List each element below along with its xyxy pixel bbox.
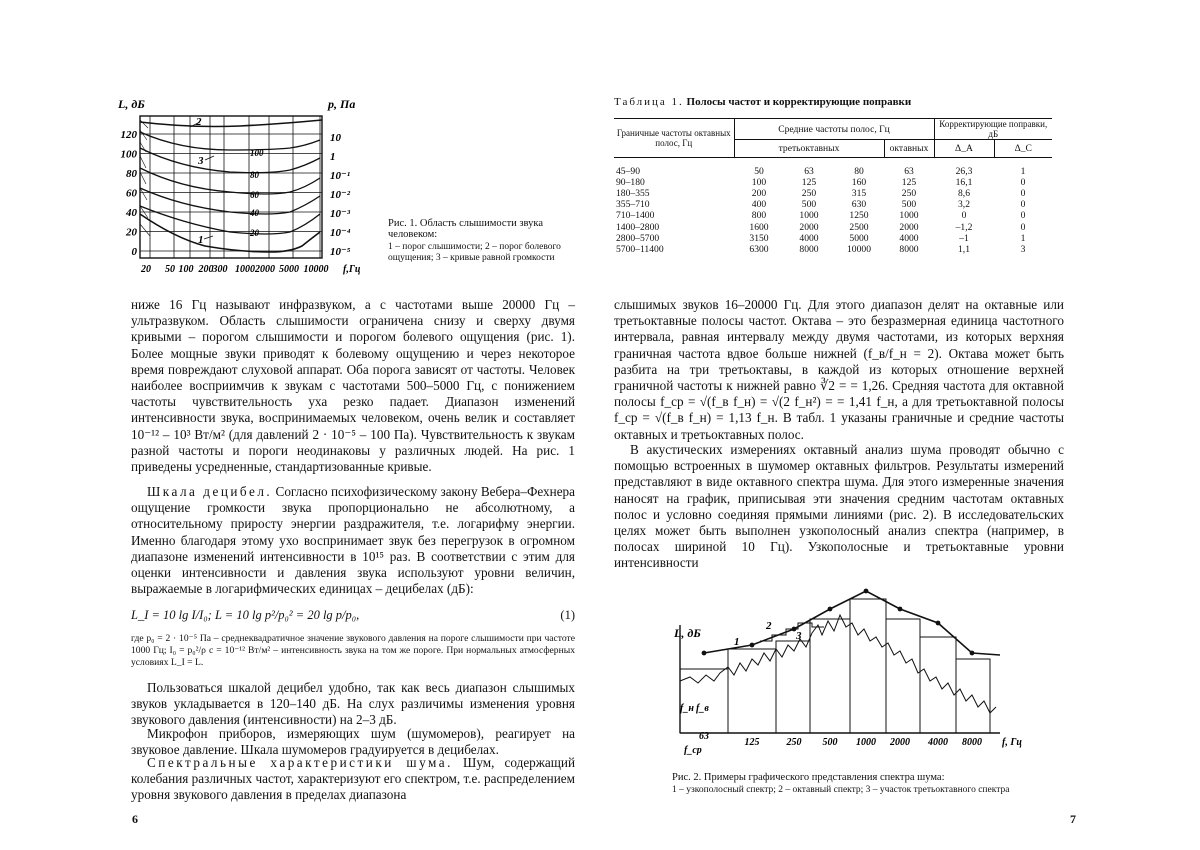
table-cell: 400 xyxy=(751,199,767,211)
fig1-caption xyxy=(388,218,568,264)
fig2-octave-band xyxy=(810,619,850,733)
table-cell: 2000 xyxy=(899,221,919,233)
fig2-octave-point xyxy=(898,607,903,612)
fig1-y-right-tick: 10⁻⁴ xyxy=(330,227,351,239)
fig2-octave-point xyxy=(936,621,941,626)
table-cell: 1,1 xyxy=(958,243,970,255)
table-cell: 355–710 xyxy=(616,199,650,211)
fig1-curve-label: 2 xyxy=(196,116,202,128)
fig1-y-left-tick: 60 xyxy=(126,187,137,200)
fig2-octave-band xyxy=(920,637,956,733)
formula-1 xyxy=(131,608,575,623)
table-1-title xyxy=(614,96,911,108)
left-paragraph-1: ниже 16 Гц называют инфразвуком, а с частотами выше 20000 Гц – ультразвуком. Область слышимости ограничена снизу и сверху двумя кривыми – порогом слышимости и порогом болевого ощущения (рис. 1). Более мощные звуки приводят к болевому ощущению и через некоторое время повреждают слуховой аппарат. Оба порога зависят от частоты. Человек наиболее восприимчив к звукам с частотами 500–5000 Гц, с понижением частоты чувствительность уха резко падает. Диапазон изменений интенсивности звука, воспринимаемых человеком, очень велик и составляет 10⁻¹² – 10³ Вт/м² (для давлений 2 · 10⁻⁵ – 100 Па). Чувствительность к звукам разной частоты и пороги неодинаковы у различных людей. На рис. 1 приведены усредненные, стандартизованные кривые. xyxy=(131,297,575,475)
fig1-caption-title: Рис. 1. Область слышимости звука человеком: xyxy=(388,218,544,240)
fig2-x-tick: 63 xyxy=(699,731,709,742)
fig1-inner-label: 40 xyxy=(250,208,259,218)
fig2-f-mid: f_ср xyxy=(684,745,702,755)
table-cell: 10000 xyxy=(847,243,871,255)
table-header-octave: октавных xyxy=(884,140,934,158)
table-cell: 63 xyxy=(904,165,914,177)
fig2-f-low: f_н xyxy=(680,703,694,714)
table-cell: 1400–2800 xyxy=(616,221,660,233)
fig1-inner-label: 20 xyxy=(250,228,259,238)
table-row xyxy=(614,199,1052,210)
table-row xyxy=(614,244,1052,255)
fig2-octave-band xyxy=(850,599,886,733)
fig1-y-left-tick: 80 xyxy=(126,168,137,180)
table-row xyxy=(614,177,1052,188)
table-1 xyxy=(614,118,1052,255)
table-cell: 0 xyxy=(1020,187,1026,199)
fig2-octave-point xyxy=(750,643,755,648)
fig1-x-tick: 10000 xyxy=(303,264,329,275)
left-paragraph-5 xyxy=(131,755,575,804)
table-header-correction: Корректирующие поправки, дБ xyxy=(934,119,1052,140)
section-heading-spectral: Спектральные характеристики шума. xyxy=(147,755,453,770)
table-cell: 630 xyxy=(851,199,867,211)
fig1-x-tick: 100 xyxy=(178,264,194,275)
table-header-mid-freq: Средние частоты полос, Гц xyxy=(734,119,934,140)
table-cell: 1000 xyxy=(899,210,919,222)
table-cell: 160 xyxy=(851,176,867,188)
fig2-octave-band xyxy=(776,641,810,733)
table-cell: 0 xyxy=(961,210,967,222)
table-cell: 3150 xyxy=(749,232,769,244)
fig2-octave-point xyxy=(828,607,833,612)
fig2-curve-label: 2 xyxy=(766,620,772,632)
fig2-x-tick: 125 xyxy=(744,737,760,748)
table-cell: 2000 xyxy=(799,221,819,233)
table-cell: 0 xyxy=(1020,176,1026,188)
table-row xyxy=(614,188,1052,199)
formula-note: где p₀ = 2 · 10⁻⁵ Па – среднеквадратичное значение звукового давления на пороге слышимости при частоте 1000 Гц; I₀ = p₀²/ρ c = 10⁻¹² Вт/м² – интенсивность звука на том же пороге. При нормальных атмосферных условиях L_I = L. xyxy=(131,633,575,668)
fig2-x-tick: 500 xyxy=(822,737,838,748)
left-paragraph-3: Пользоваться шкалой децибел удобно, так как весь диапазон слышимых звуков укладывается в 120–140 дБ. На слух различимы изменения уровня звукового давления (интенсивности) на 2–3 дБ. xyxy=(131,680,575,728)
table-header-delta-c: Δ_C xyxy=(994,140,1052,158)
page-number-left: 6 xyxy=(132,812,138,826)
fig2-y-label: L, дБ xyxy=(674,626,701,640)
table-cell: 0 xyxy=(1020,210,1026,222)
table-cell: 63 xyxy=(804,165,814,177)
table-cell: 180–355 xyxy=(616,187,650,199)
table-row xyxy=(614,233,1052,244)
table-cell: 8000 xyxy=(799,243,819,255)
fig1-y-right-tick: 10⁻² xyxy=(330,189,351,201)
fig1-y-right-tick: 10⁻¹ xyxy=(330,170,351,182)
table-row xyxy=(614,222,1052,233)
fig1-y-left-tick: 100 xyxy=(120,148,137,161)
table-cell: 250 xyxy=(901,187,917,199)
table-cell: –1,2 xyxy=(955,221,973,233)
table-cell: 6300 xyxy=(749,243,769,255)
fig1-y-right-tick: 10⁻⁵ xyxy=(330,246,351,258)
right-page xyxy=(600,0,1200,850)
table-cell: 3 xyxy=(1020,243,1026,255)
right-paragraph-2: В акустических измерениях октавный анализ шума проводят обычно с помощью встроенных в шумомер октавных фильтров. Результаты измерений представляют в виде октавного спектра шума. Для этого измеренные значения наносят на график, приписывая эти значения средним частотам октавных полос и условно соединяя прямыми линиями (рис. 2). В исследовательских целях может быть выполнен узкополосный анализ спектра (например, в полосах шириной 10 Гц). Узкополосные и третьоктавные уровни интенсивности xyxy=(614,442,1064,571)
table-cell: 5700–11400 xyxy=(616,243,664,255)
fig2-x-tick: 250 xyxy=(786,737,802,748)
fig2-octave-band xyxy=(886,619,920,733)
table-row xyxy=(614,210,1052,221)
fig1-x-tick: 2000 xyxy=(255,264,275,275)
left-paragraph-2 xyxy=(131,484,575,597)
left-paragraph-5-body: Шум, содержащий колебания различных частот, характеризуют его спектром, т.е. распределением уровня звукового давления в пределах диапазона xyxy=(131,755,576,803)
table-cell: 0 xyxy=(1020,199,1026,211)
fig1-x-tick: 300 xyxy=(212,264,228,275)
table-1-label: Таблица 1. xyxy=(614,96,684,108)
fig2-caption-body: 1 – узкополосный спектр; 2 – октавный спектр; 3 – участок третьоктавного спектра xyxy=(672,785,1010,795)
fig2-x-tick: 4000 xyxy=(928,737,948,748)
table-cell: 315 xyxy=(851,187,867,199)
table-header-boundary: Граничные частоты октавных полос, Гц xyxy=(614,119,734,158)
fig2-curve-label: 1 xyxy=(734,636,740,648)
table-cell: 0 xyxy=(1020,221,1026,233)
table-cell: 800 xyxy=(751,210,767,222)
right-paragraph-1: слышимых звуков 16–20000 Гц. Для этого диапазон делят на октавные или третьоктавные полосы частот. Октава – это безразмерная единица частотного интервала, равная интервалу между двумя частотами, из которых верхняя граничная частота вдвое больше нижней (f_в/f_н = 2). Октава может быть разбита на три третьоктавы, в каждой из которых отношение верхней граничной частоты к нижней равно ∛2 = = 1,26. Средняя частота для октавной полосы f_ср = √(f_в f_н) = √(2 f_н²) = = 1,41 f_н, а для третьоктавной полосы f_ср = √(f_в f_н) = 1,13 f_н. В табл. 1 указаны граничные и средние частоты октавных и третьоктавных полос. xyxy=(614,297,1064,442)
fig1-pain-threshold-curve xyxy=(140,120,322,127)
table-cell: 5000 xyxy=(849,232,869,244)
table-cell: 1000 xyxy=(799,210,819,222)
fig1-curve-label: 1 xyxy=(198,234,204,246)
table-cell: 8,6 xyxy=(958,187,970,199)
table-cell: 1250 xyxy=(849,210,869,222)
page-number-right: 7 xyxy=(1070,812,1076,826)
fig1-inner-label: 60 xyxy=(250,190,259,200)
fig1-caption-body: 1 – порог слышимости; 2 – порог болевого ощущения; 3 – кривые равной громкости xyxy=(388,242,561,263)
fig2-x-tick: 1000 xyxy=(856,737,876,748)
table-cell: 4000 xyxy=(899,232,919,244)
fig1-y-left-tick: 40 xyxy=(126,207,137,219)
table-cell: 1600 xyxy=(749,221,769,233)
table-cell: 26,3 xyxy=(955,165,973,177)
table-cell: 125 xyxy=(901,176,917,188)
table-row xyxy=(614,166,1052,177)
fig1-x-tick: 50 xyxy=(165,264,175,275)
table-cell: 125 xyxy=(801,176,817,188)
table-cell: 3,2 xyxy=(958,199,970,211)
table-cell: 8000 xyxy=(899,243,919,255)
fig1-y-right-label: p, Па xyxy=(328,97,356,111)
section-heading-decibel: Шкала децибел. xyxy=(147,484,273,499)
table-cell: 1 xyxy=(1020,165,1026,177)
table-cell: 200 xyxy=(751,187,767,199)
table-cell: 100 xyxy=(751,176,767,188)
table-cell: 500 xyxy=(801,199,817,211)
table-cell: 80 xyxy=(854,165,864,177)
fig2-caption-title: Рис. 2. Примеры графического представления спектра шума: xyxy=(672,772,945,783)
fig2-caption xyxy=(672,772,1052,796)
fig1-x-tick: 1000 xyxy=(235,264,255,275)
fig2-x-tick: 2000 xyxy=(890,737,910,748)
fig2-octave-band xyxy=(728,649,776,733)
table-cell: 2500 xyxy=(849,221,869,233)
fig1-y-left-tick: 0 xyxy=(131,246,137,258)
fig1-y-left-tick: 120 xyxy=(120,129,137,141)
fig1-x-unit: f,Гц xyxy=(343,264,361,275)
fig1-x-tick: 200 xyxy=(198,264,214,275)
left-paragraph-2-body: Согласно психофизическому закону Вебера–Фехнера ощущение громкости звука пропорционально не абсолютному, а относительному приросту энергии раздражителя, т.е. логарифму энергии. Именно благодаря этому ухо воспринимает звук без перегрузок в огромном диапазоне изменений интенсивности в 10¹⁵ раз. В соответствии с этим для оценки интенсивности и давления звука используют уровни величин, выражаемые в логарифмических единицах – децибелах (дБ): xyxy=(131,484,576,597)
formula-1-text: L_I = 10 lg I/I₀; L = 10 lg p²/p₀² = 20 lg p/p₀, xyxy=(131,608,360,622)
fig1-y-right-tick: 1 xyxy=(330,151,336,163)
fig2-curve-label: 3 xyxy=(796,630,802,642)
table-cell: 90–180 xyxy=(616,176,645,188)
table-cell: 500 xyxy=(901,199,917,211)
fig1-y-left-label: L, дБ xyxy=(118,97,145,111)
figure-2-chart xyxy=(600,585,1200,755)
table-cell: 710–1400 xyxy=(616,210,655,222)
fig2-octave-point xyxy=(970,651,975,656)
table-cell: 45–90 xyxy=(616,165,640,177)
table-cell: 2800–5700 xyxy=(616,232,660,244)
fig1-x-tick: 5000 xyxy=(279,264,299,275)
fig1-inner-label: 80 xyxy=(250,170,259,180)
table-header-delta-a: Δ_A xyxy=(934,140,994,158)
fig2-f-high: f_в xyxy=(696,703,709,714)
fig1-y-right-tick: 10 xyxy=(330,132,341,144)
fig1-curve-label: 3 xyxy=(198,155,204,167)
left-paragraph-4: Микрофон приборов, измеряющих шум (шумомеров), реагирует на звуковое давление. Шкала шумомеров градуируется в децибелах. xyxy=(131,726,575,758)
table-cell: –1 xyxy=(959,232,969,244)
fig2-x-unit: f, Гц xyxy=(1002,737,1022,748)
table-cell: 1 xyxy=(1020,232,1026,244)
fig2-octave-point xyxy=(864,589,869,594)
table-cell: 50 xyxy=(754,165,764,177)
fig1-y-right-tick: 10⁻³ xyxy=(330,208,351,220)
table-header-third-octave: третьоктавных xyxy=(734,140,884,158)
table-cell: 16,1 xyxy=(955,176,973,188)
fig1-inner-label: 100 xyxy=(250,148,264,158)
fig2-narrowband-curve xyxy=(680,615,996,713)
fig2-x-tick: 8000 xyxy=(962,737,982,748)
table-cell: 250 xyxy=(801,187,817,199)
table-1-title-text: Полосы частот и корректирующие поправки xyxy=(686,96,912,108)
fig1-x-tick: 20 xyxy=(141,264,151,275)
table-cell: 4000 xyxy=(799,232,819,244)
fig1-y-left-tick: 20 xyxy=(126,226,137,239)
fig2-octave-point xyxy=(702,651,707,656)
formula-1-number: (1) xyxy=(560,608,575,622)
